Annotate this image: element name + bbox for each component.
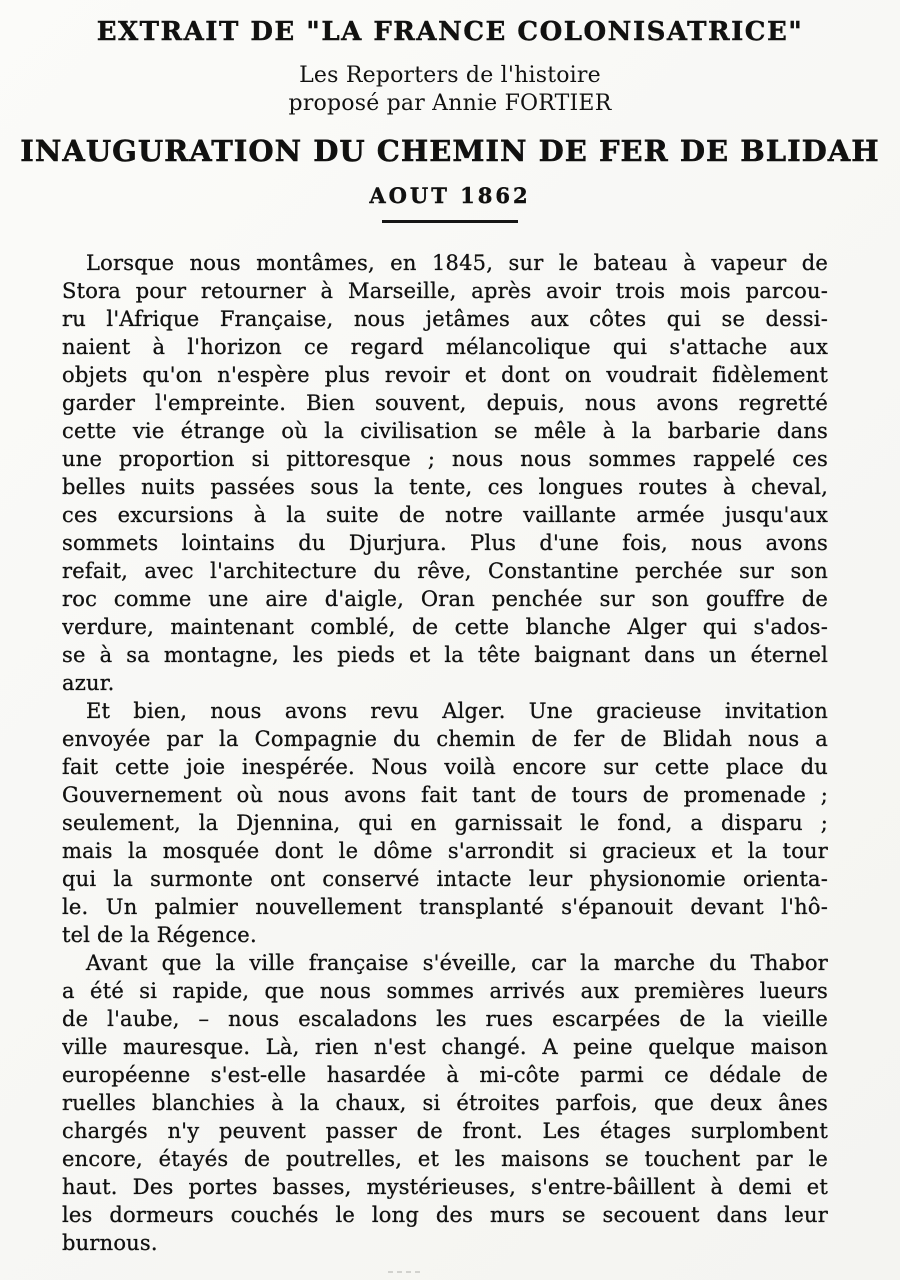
text-line: une proportion si pittoresque ; nous nous sommes rappelé ces xyxy=(62,447,828,471)
text-line: fait cette joie inespérée. Nous voilà encore sur cette place du xyxy=(62,755,828,779)
text-line: Et bien, nous avons revu Alger. Une gracieuse invitation xyxy=(86,699,828,723)
text-line: encore, étayés de poutrelles, et les maisons se touchent par le xyxy=(62,1147,828,1171)
text-line: ville mauresque. Là, rien n'est changé. A peine quelque maison xyxy=(62,1035,828,1059)
text-line: sommets lointains du Djurjura. Plus d'une fois, nous avons xyxy=(62,531,828,555)
text-line: objets qu'on n'espère plus revoir et dont on voudrait fidèlement xyxy=(62,363,828,387)
subtitle-author: proposé par Annie FORTIER xyxy=(288,91,612,116)
text-line: ruelles blanchies à la chaux, si étroites parfois, que deux ânes xyxy=(62,1091,828,1115)
text-line: azur. xyxy=(62,671,115,695)
text-line: les dormeurs couchés le long des murs se secouent dans leur xyxy=(62,1203,828,1227)
text-line: haut. Des portes basses, mystérieuses, s'entre-bâillent à demi et xyxy=(62,1175,828,1199)
text-line: cette vie étrange où la civilisation se mêle à la barbarie dans xyxy=(62,419,828,443)
text-line: se à sa montagne, les pieds et la tête baignant dans un éternel xyxy=(62,643,828,667)
text-line: envoyée par la Compagnie du chemin de fer de Blidah nous a xyxy=(62,727,828,751)
document-header xyxy=(0,0,900,223)
text-line: mais la mosquée dont le dôme s'arrondit si gracieux et la tour xyxy=(62,839,828,863)
text-line: belles nuits passées sous la tente, ces longues routes à cheval, xyxy=(62,475,828,499)
page-title: EXTRAIT DE "LA FRANCE COLONISATRICE" xyxy=(96,17,804,47)
article-heading: INAUGURATION DU CHEMIN DE FER DE BLIDAH xyxy=(20,134,880,168)
divider-rule xyxy=(382,220,518,223)
scan-artifact-mark xyxy=(388,1271,422,1273)
text-line: Lorsque nous montâmes, en 1845, sur le bateau à vapeur de xyxy=(86,251,828,275)
paragraph-1 xyxy=(62,249,828,697)
text-line: seulement, la Djennina, qui en garnissait le fond, a disparu ; xyxy=(62,811,828,835)
article-body xyxy=(62,249,828,1257)
paragraph-2 xyxy=(62,697,828,949)
text-line: garder l'empreinte. Bien souvent, depuis, nous avons regretté xyxy=(62,391,828,415)
article-date: AOUT 1862 xyxy=(369,183,531,208)
text-line: verdure, maintenant comblé, de cette blanche Alger qui s'ados- xyxy=(62,615,828,639)
paragraph-3 xyxy=(62,949,828,1257)
text-line: Gouvernement où nous avons fait tant de tours de promenade ; xyxy=(62,783,828,807)
text-line: Stora pour retourner à Marseille, après avoir trois mois parcou- xyxy=(62,279,828,303)
text-line: européenne s'est-elle hasardée à mi-côte parmi ce dédale de xyxy=(62,1063,828,1087)
text-line: tel de la Régence. xyxy=(62,923,257,947)
text-line: chargés n'y peuvent passer de front. Les étages surplombent xyxy=(62,1119,828,1143)
text-line: burnous. xyxy=(62,1231,158,1255)
text-line: roc comme une aire d'aigle, Oran penchée sur son gouffre de xyxy=(62,587,828,611)
text-line: Avant que la ville française s'éveille, car la marche du Thabor xyxy=(86,951,828,975)
text-line: de l'aube, – nous escaladons les rues escarpées de la vieille xyxy=(62,1007,828,1031)
text-line: ces excursions à la suite de notre vaillante armée jusqu'aux xyxy=(62,503,828,527)
text-line: a été si rapide, que nous sommes arrivés aux premières lueurs xyxy=(62,979,828,1003)
text-line: le. Un palmier nouvellement transplanté s'épanouit devant l'hô- xyxy=(62,895,828,919)
text-line: ru l'Afrique Française, nous jetâmes aux côtes qui se dessi- xyxy=(62,307,828,331)
text-line: refait, avec l'architecture du rêve, Constantine perchée sur son xyxy=(62,559,828,583)
text-line: qui la surmonte ont conservé intacte leur physionomie orienta- xyxy=(62,867,828,891)
text-line: naient à l'horizon ce regard mélancolique qui s'attache aux xyxy=(62,335,828,359)
subtitle-series: Les Reporters de l'histoire xyxy=(299,63,601,88)
